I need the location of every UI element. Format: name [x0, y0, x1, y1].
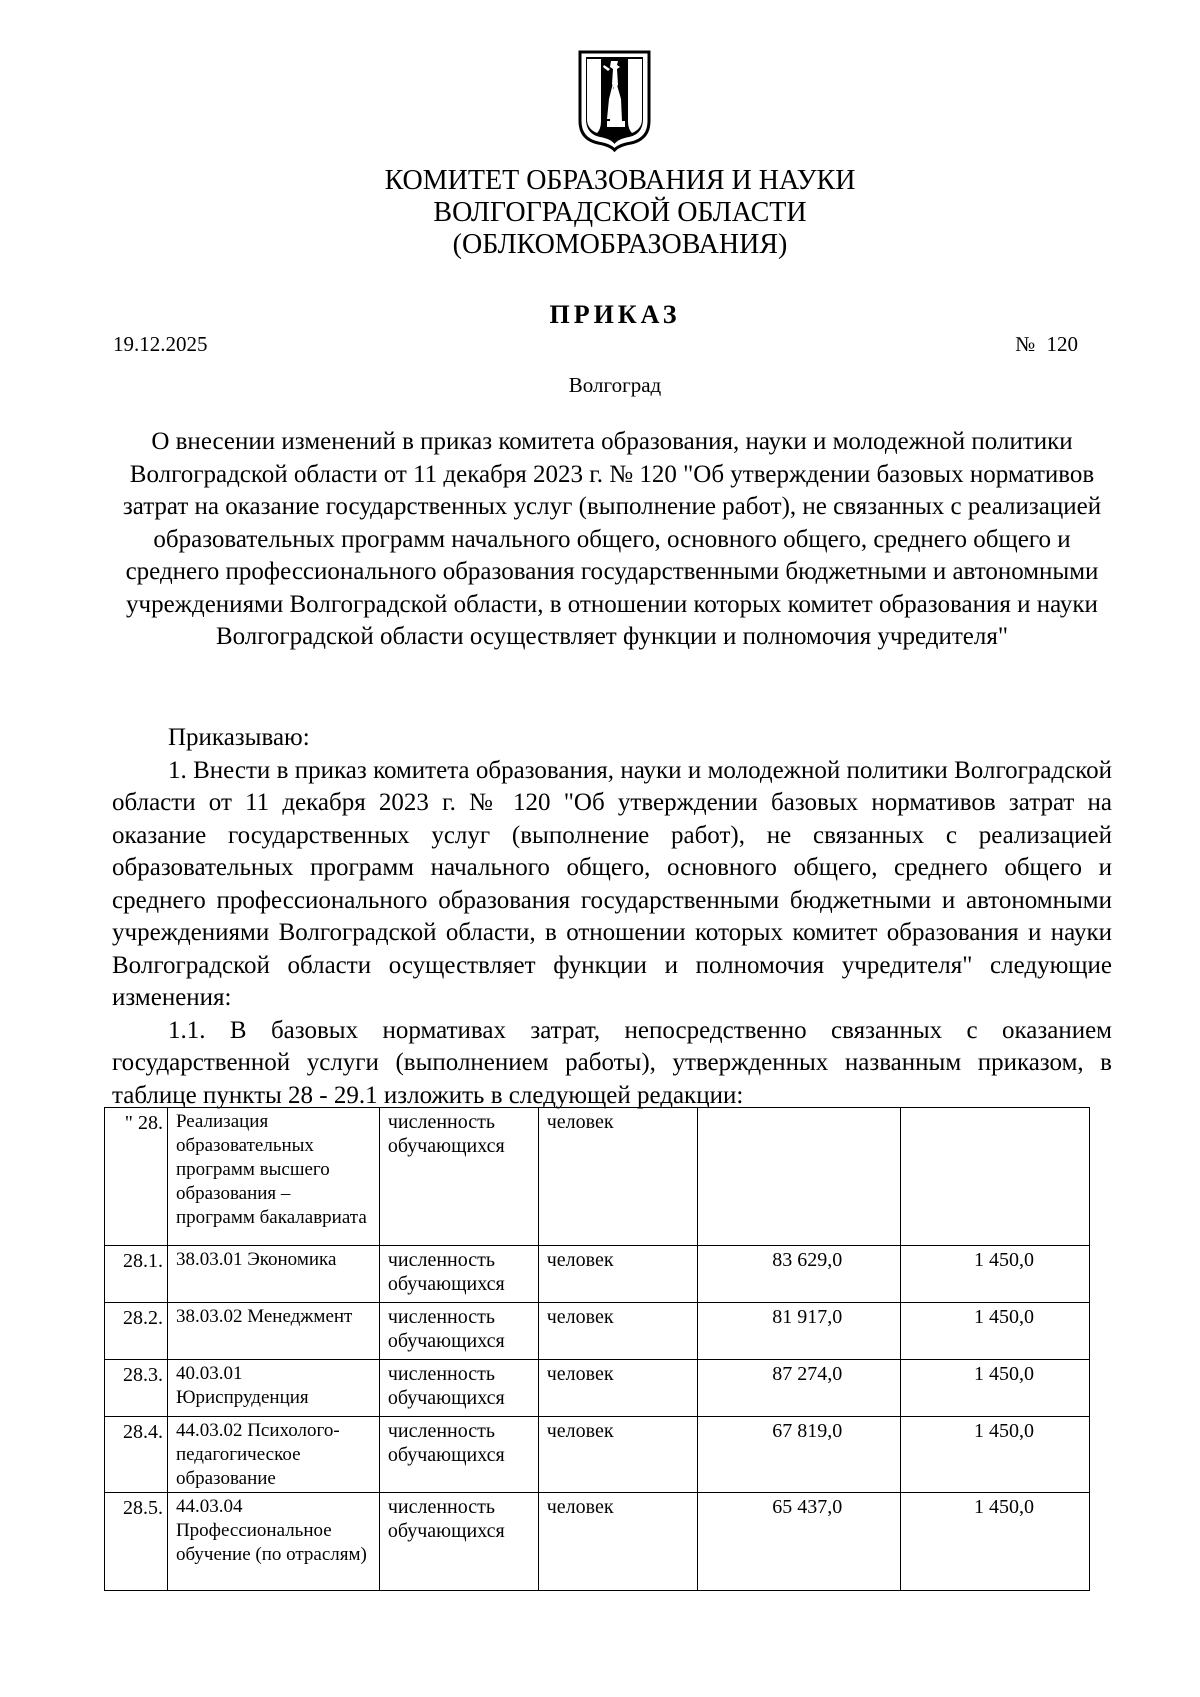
org-name-line: КОМИТЕТ ОБРАЗОВАНИЯ И НАУКИ [384, 165, 856, 196]
document-number: № 120 [1015, 332, 1078, 356]
table-row [105, 1246, 1090, 1303]
issuing-organization [250, 165, 990, 261]
row-number: 28.1. [105, 1246, 168, 1303]
table-row [105, 1108, 1090, 1246]
cost-value: 67 819,0 [697, 1417, 901, 1493]
measure-unit: человек [538, 1493, 697, 1591]
cost-value: 81 917,0 [697, 1303, 901, 1360]
coefficient-value: 1 450,0 [901, 1493, 1090, 1591]
row-number: 28.2. [105, 1303, 168, 1360]
service-name: Реализация образовательных программ высшего образования – программ бакалавриата [167, 1108, 379, 1246]
coefficient-value: 1 450,0 [901, 1303, 1090, 1360]
measure-name: численность обучающихся [379, 1303, 538, 1360]
service-name: 44.03.02 Психолого-педагогическое образование [167, 1417, 379, 1493]
measure-name: численность обучающихся [379, 1108, 538, 1246]
measure-unit: человек [538, 1360, 697, 1417]
table-row [105, 1417, 1090, 1493]
measure-name: численность обучающихся [379, 1360, 538, 1417]
document-city: Волгоград [568, 373, 662, 397]
row-number: " 28. [105, 1108, 168, 1246]
document-date: 19.12.2025 [113, 332, 208, 356]
cost-value: 65 437,0 [697, 1493, 901, 1591]
service-name: 38.03.02 Менеджмент [167, 1303, 379, 1360]
measure-unit: человек [538, 1303, 697, 1360]
cost-value: 87 274,0 [697, 1360, 901, 1417]
table-row [105, 1360, 1090, 1417]
table-row [105, 1303, 1090, 1360]
row-number: 28.4. [105, 1417, 168, 1493]
volgograd-coat-of-arms [577, 49, 652, 152]
order-word: Приказываю: [168, 724, 310, 751]
document-type: ПРИКАЗ [549, 300, 681, 329]
cost-value [697, 1108, 901, 1246]
order-item-1: 1. Внести в приказ комитета образования, науки и молодежной политики Волгоградской области от 11 декабря 2023 г. № 120 "Об утверждении базовых нормативов затрат на оказание государственных услуг (выполнение работ), не связанных с реализацией образовательных программ начального общего, основного общего, среднего общего и среднего профессионального образования государственными бюджетными и автономными учреждениями Волгоградской области, в отношении которых комитет образования и науки Волгоградской области осуществляет функции и полномочия учредителя" следующие изменения: [112, 756, 1112, 1011]
measure-unit: человек [538, 1108, 697, 1246]
service-name: 44.03.04 Профессиональное обучение (по отраслям) [167, 1493, 379, 1591]
measure-name: численность обучающихся [379, 1246, 538, 1303]
service-name: 40.03.01 Юриспруденция [167, 1360, 379, 1417]
org-region-line: ВОЛГОГРАДСКОЙ ОБЛАСТИ [433, 197, 807, 228]
document-body [112, 722, 1112, 1112]
coefficient-value: 1 450,0 [901, 1360, 1090, 1417]
document-subject-heading: О внесении изменений в приказ комитета образования, науки и молодежной политики Волгоградской области от 11 декабря 2023 г. № 120 "Об утверждении базовых нормативов затрат на оказание государственных услуг (выполнение работ), не связанных с реализацией образовательных программ начального общего, основного общего, среднего общего и среднего профессионального образования государственными бюджетными и автономными учреждениями Волгоградской области, в отношении которых комитет образования и науки Волгоградской области осуществляет функции и полномочия учредителя" [122, 428, 1102, 650]
cost-value: 83 629,0 [697, 1246, 901, 1303]
measure-name: численность обучающихся [379, 1493, 538, 1591]
org-abbreviation-line: (ОБЛКОМОБРАЗОВАНИЯ) [452, 229, 788, 260]
coefficient-value [901, 1108, 1090, 1246]
cost-norms-table [104, 1107, 1090, 1591]
coefficient-value: 1 450,0 [901, 1246, 1090, 1303]
service-name: 38.03.01 Экономика [167, 1246, 379, 1303]
coefficient-value: 1 450,0 [901, 1417, 1090, 1493]
row-number: 28.3. [105, 1360, 168, 1417]
order-item-1-1: 1.1. В базовых нормативах затрат, непосредственно связанных с оказанием государственной услуги (выполнением работы), утвержденных названным приказом, в таблице пункты 28 - 29.1 изложить в следующей редакции: [112, 1016, 1112, 1109]
measure-unit: человек [538, 1246, 697, 1303]
measure-unit: человек [538, 1417, 697, 1493]
row-number: 28.5. [105, 1493, 168, 1591]
table-row [105, 1493, 1090, 1591]
measure-name: численность обучающихся [379, 1417, 538, 1493]
